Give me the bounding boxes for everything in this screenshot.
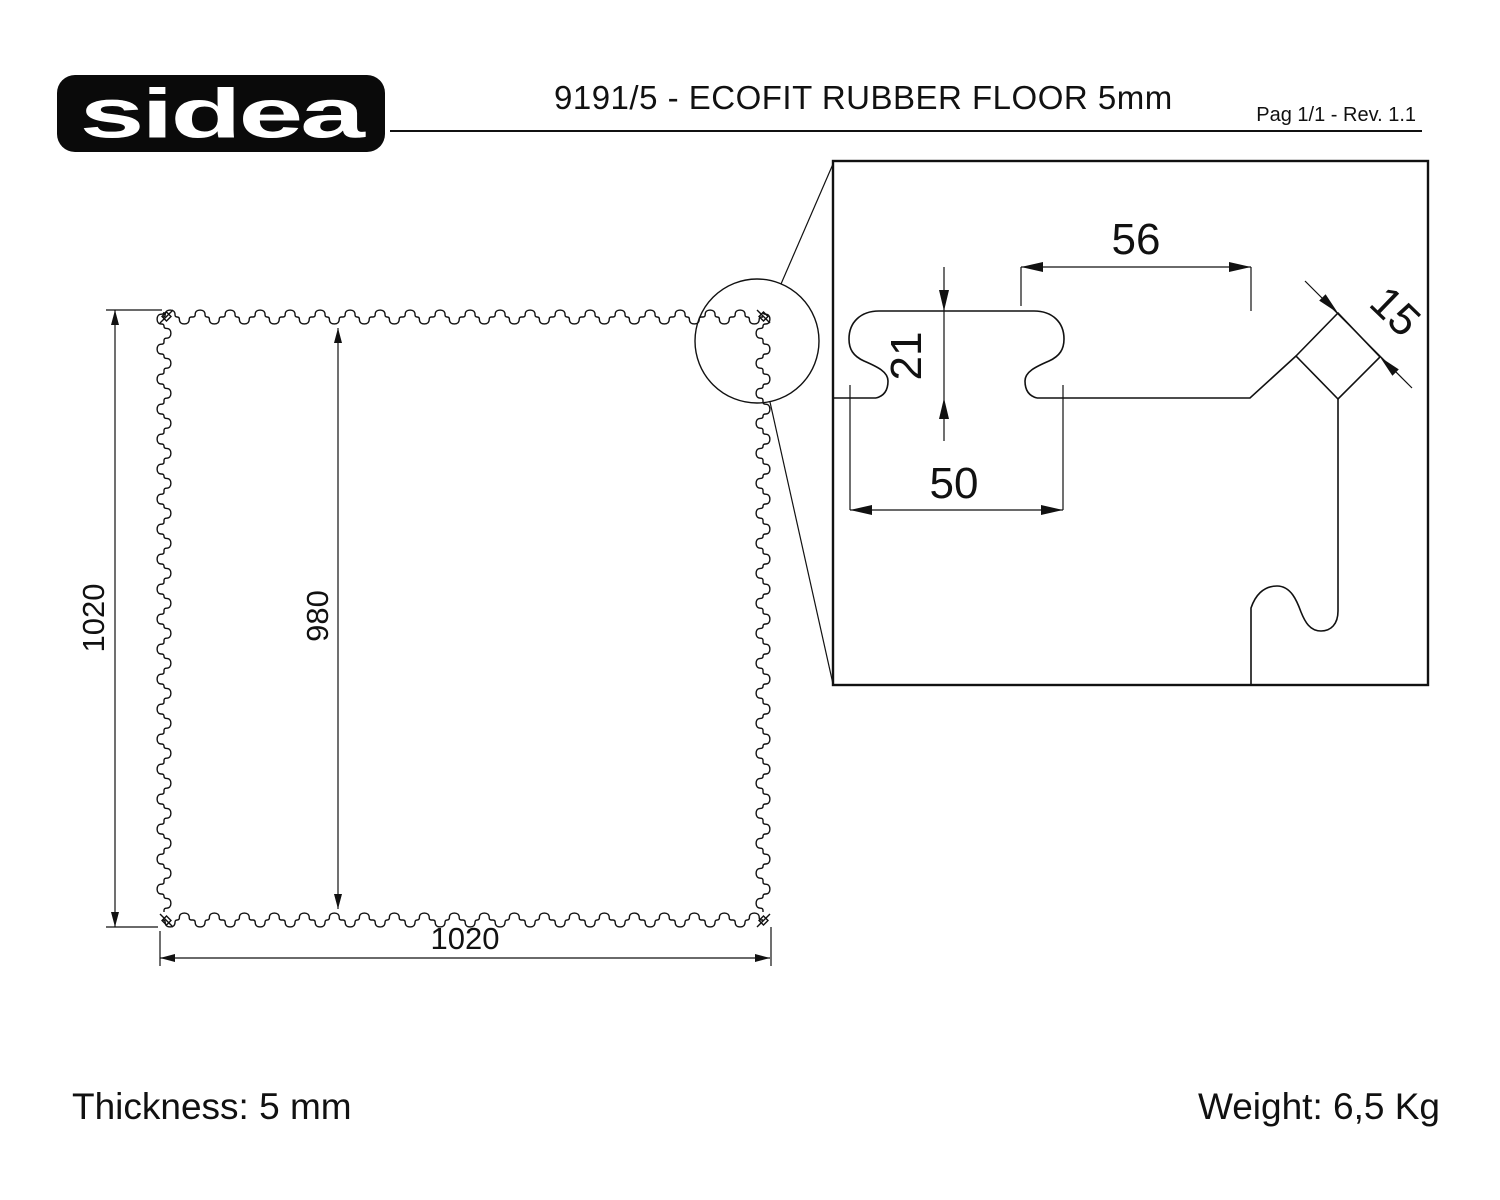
detail-circle bbox=[695, 279, 819, 403]
sidea-logo-text: sidea bbox=[79, 74, 363, 152]
page-revision: Pag 1/1 - Rev. 1.1 bbox=[1256, 104, 1416, 126]
thickness-label: Thickness: 5 mm bbox=[72, 1086, 352, 1127]
dim-corner-chamfer-label: 15 bbox=[1360, 276, 1430, 347]
weight-label: Weight: 6,5 Kg bbox=[1197, 1086, 1440, 1127]
dim-tab-to-corner bbox=[1021, 262, 1251, 311]
detail-leader-lines bbox=[770, 164, 833, 684]
detail-corner-diamond bbox=[1296, 313, 1380, 399]
dim-outer-height-label: 1020 bbox=[76, 583, 111, 653]
dim-outer-height bbox=[106, 310, 162, 927]
dim-outer-width-label: 1020 bbox=[430, 921, 500, 956]
detail-right-edge bbox=[1251, 399, 1338, 685]
dim-tab-to-corner-label: 56 bbox=[1111, 215, 1161, 264]
dim-tab-head-width-label: 50 bbox=[929, 459, 979, 508]
dim-tab-depth-label: 21 bbox=[882, 331, 931, 381]
dim-inner-height-label: 980 bbox=[300, 590, 335, 642]
page-title: 9191/5 - ECOFIT RUBBER FLOOR 5mm bbox=[554, 79, 1173, 116]
tile-outline bbox=[157, 310, 770, 927]
dim-inner-height bbox=[334, 328, 342, 909]
tile-corner-chamfers bbox=[160, 310, 770, 927]
dim-tab-depth bbox=[939, 267, 949, 441]
